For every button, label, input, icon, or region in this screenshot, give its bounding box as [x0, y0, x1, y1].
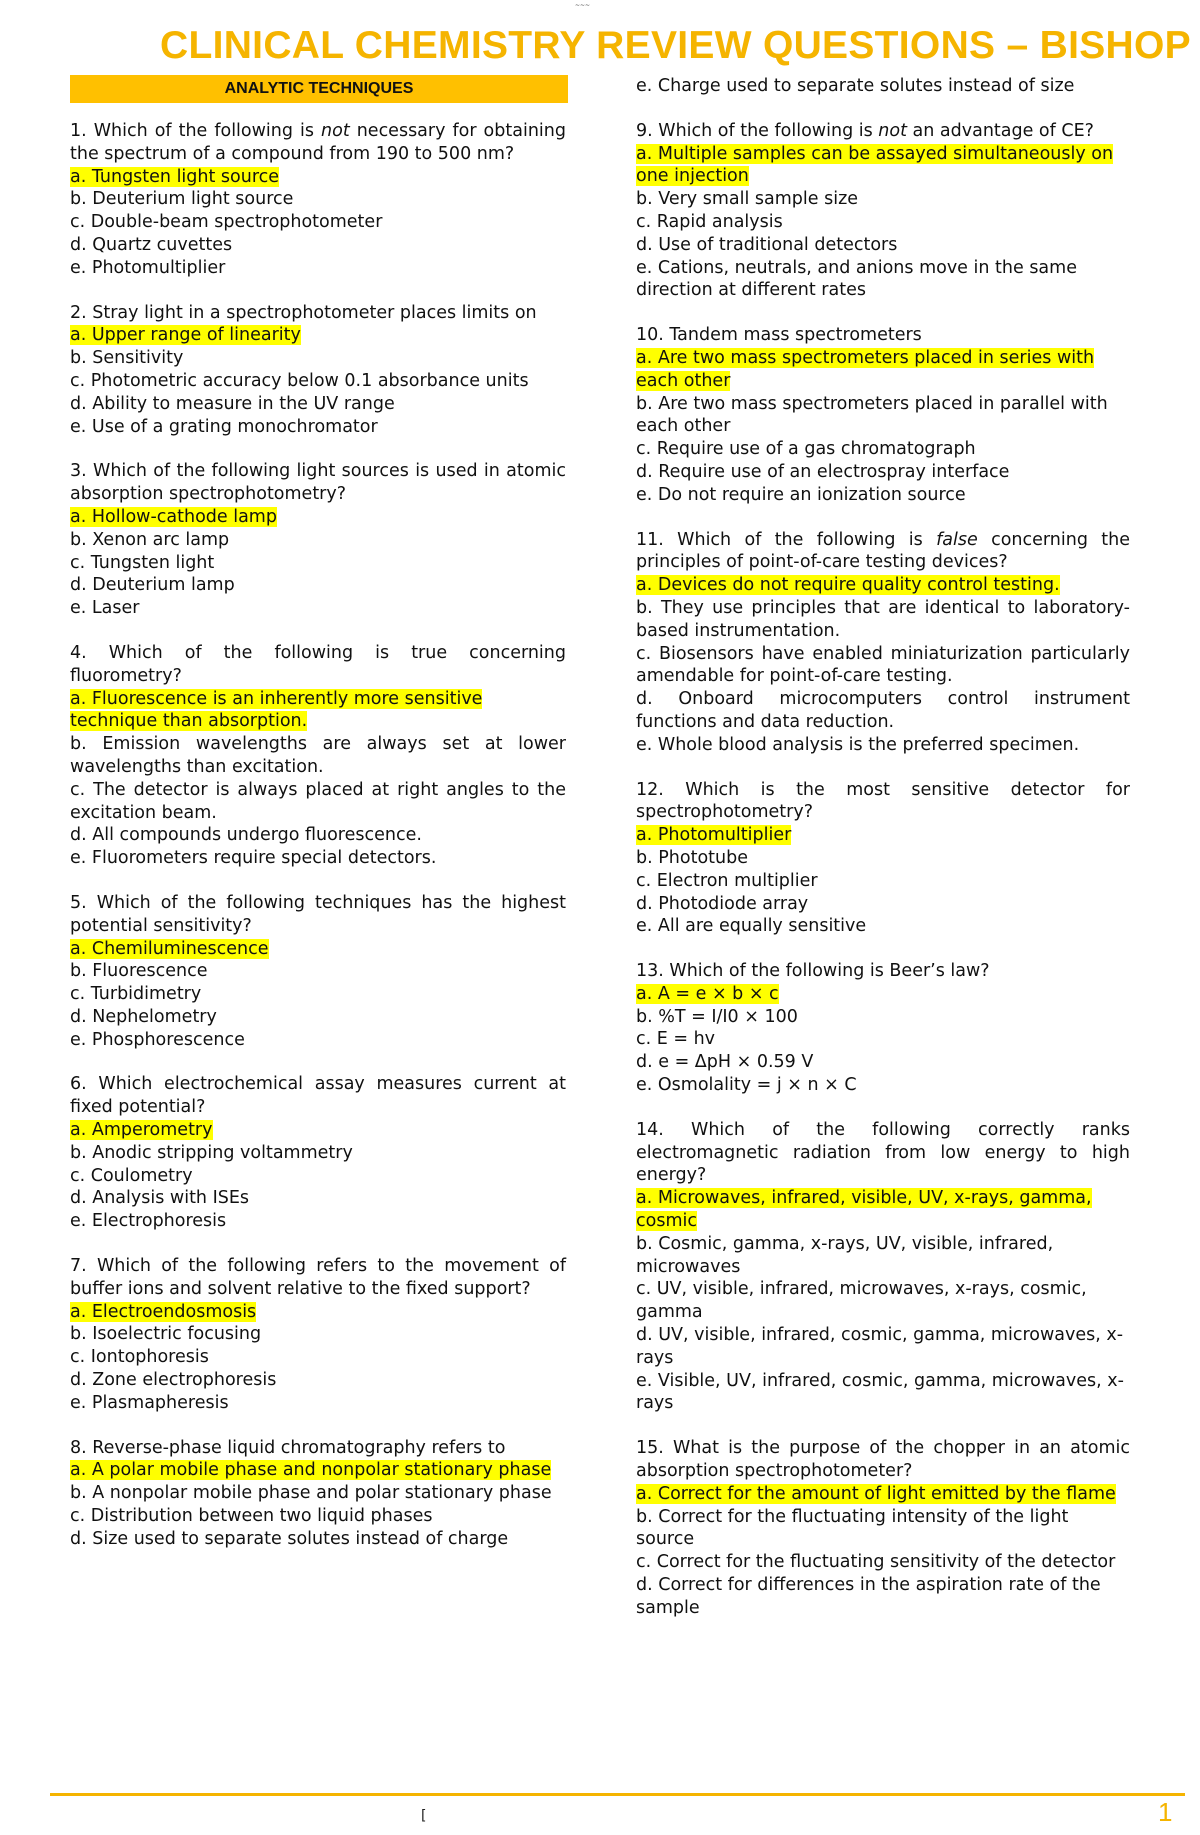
question-5	[70, 892, 566, 1052]
answer-option: e. Visible, UV, infrared, cosmic, gamma, microwaves, x-rays	[636, 1370, 1124, 1414]
answer-option: c. Require use of a gas chromatograph	[636, 439, 976, 460]
question-stem: 13. Which of the following is Beer’s law?	[636, 961, 990, 982]
answer-option: d. All compounds undergo fluorescence.	[70, 825, 422, 846]
question-stem: 1. Which of the following is not necessary for obtaining the spectrum of a compound from 190 to 500 nm?	[70, 121, 566, 164]
answer-option: b. Xenon arc lamp	[70, 529, 230, 550]
question-2	[70, 302, 566, 439]
answer-option: c. The detector is always placed at right angles to the excitation beam.	[70, 779, 566, 823]
answer-option: b. Emission wavelengths are always set at lower wavelengths than excitation.	[70, 734, 566, 777]
question-stem: 3. Which of the following light sources is used in atomic absorption spectrophotometry?	[70, 461, 566, 505]
answer-option: d. Deuterium lamp	[70, 575, 235, 596]
answer-option: c. Biosensors have enabled miniaturization particularly amendable for point-of-care testing.	[636, 643, 1130, 687]
answer-option-correct: a. Multiple samples can be assayed simultaneously on one injection	[636, 143, 1114, 187]
question-10	[636, 324, 1130, 506]
answer-option: e. Osmolality = j × n × C	[636, 1075, 857, 1096]
question-stem: 4. Which of the following is true concerning fluorometry?	[70, 642, 566, 686]
answer-option: b. Deuterium light source	[70, 189, 294, 210]
answer-option: b. Very small sample size	[636, 189, 859, 210]
question-stem: 2. Stray light in a spectrophotometer places limits on	[70, 302, 537, 323]
answer-option: d. Onboard microcomputers control instrument functions and data reduction.	[636, 689, 1130, 732]
answer-option: e. Electrophoresis	[70, 1211, 227, 1232]
page-number: 1	[1158, 1797, 1173, 1827]
question-3	[70, 460, 566, 620]
question-8	[70, 1437, 566, 1551]
answer-option: d. Analysis with ISEs	[70, 1188, 250, 1209]
answer-option: d. Correct for differences in the aspiration rate of the sample	[636, 1575, 1101, 1618]
answer-option-correct: a. Tungsten light source	[70, 166, 280, 187]
answer-option: c. Turbidimetry	[70, 984, 202, 1005]
top-mark: ~~~	[575, 2, 591, 9]
question-1	[70, 120, 566, 280]
answer-option: d. Photodiode array	[636, 893, 809, 914]
answer-option: d. Ability to measure in the UV range	[70, 393, 395, 414]
question-stem: 7. Which of the following refers to the movement of buffer ions and solvent relative to the fixed support?	[70, 1256, 566, 1299]
answer-option: d. Nephelometry	[70, 1006, 217, 1027]
question-stem: 8. Reverse-phase liquid chromatography refers to	[70, 1437, 506, 1458]
right-column	[636, 75, 1130, 1642]
answer-option-correct: a. Photomultiplier	[636, 825, 792, 846]
answer-option: b. Cosmic, gamma, x-rays, UV, visible, infrared, microwaves	[636, 1233, 1054, 1277]
answer-option: d. Quartz cuvettes	[70, 234, 233, 255]
question-stem: 5. Which of the following techniques has the highest potential sensitivity?	[70, 892, 566, 936]
answer-option-correct: a. Electroendosmosis	[70, 1301, 257, 1322]
answer-option: b. Sensitivity	[70, 348, 184, 369]
answer-option-correct: a. Devices do not require quality control testing.	[636, 575, 1060, 596]
answer-option: e. Photomultiplier	[70, 257, 226, 278]
answer-option: b. Correct for the fluctuating intensity of the light source	[636, 1506, 1069, 1550]
question-stem: 9. Which of the following is not an advantage of CE?	[636, 120, 1094, 141]
answer-option: c. E = hv	[636, 1029, 716, 1050]
answer-option: e. Phosphorescence	[70, 1029, 245, 1050]
answer-option: d. Require use of an electrospray interface	[636, 461, 1010, 482]
answer-option: c. Distribution between two liquid phases	[70, 1506, 433, 1527]
question-11	[636, 529, 1130, 757]
question-6	[70, 1073, 566, 1233]
answer-option: d. e = ΔpH × 0.59 V	[636, 1052, 814, 1073]
answer-option-correct: a. A polar mobile phase and nonpolar stationary phase	[70, 1460, 552, 1481]
question-7	[70, 1255, 566, 1415]
answer-option: e. Laser	[70, 598, 140, 619]
question-12	[636, 779, 1130, 939]
answer-option-correct: a. Microwaves, infrared, visible, UV, x-rays, gamma, cosmic	[636, 1188, 1092, 1232]
answer-option: b. Isoelectric focusing	[70, 1324, 262, 1345]
question-stem: 10. Tandem mass spectrometers	[636, 325, 922, 346]
question-stem: 12. Which is the most sensitive detector for spectrophotometry?	[636, 779, 1130, 823]
answer-option: d. Use of traditional detectors	[636, 234, 898, 255]
answer-option: c. Double-beam spectrophotometer	[70, 212, 383, 233]
left-column	[70, 120, 566, 1573]
question-15	[636, 1437, 1130, 1619]
answer-option: b. Anodic stripping voltammetry	[70, 1142, 353, 1163]
answer-option: b. Phototube	[636, 847, 748, 868]
answer-option: c. Tungsten light	[70, 552, 215, 573]
answer-option: c. Iontophoresis	[70, 1347, 209, 1368]
answer-option: b. Fluorescence	[70, 961, 208, 982]
document-title: CLINICAL CHEMISTRY REVIEW QUESTIONS – BISHOP	[160, 24, 1191, 67]
question-13	[636, 960, 1130, 1097]
question-stem: 14. Which of the following correctly ranks electromagnetic radiation from low energy to high energy?	[636, 1119, 1130, 1186]
question-8-continued	[636, 75, 1130, 98]
answer-option-correct: a. Correct for the amount of light emitted by the flame	[636, 1483, 1116, 1504]
answer-option: d. Size used to separate solutes instead of charge	[70, 1528, 509, 1549]
answer-option: e. Do not require an ionization source	[636, 484, 966, 505]
question-stem: 11. Which of the following is false concerning the principles of point-of-care testing devices?	[636, 529, 1130, 573]
answer-option-correct: a. Are two mass spectrometers placed in series with each other	[636, 347, 1095, 391]
answer-option: c. Rapid analysis	[636, 211, 783, 232]
answer-option: c. Electron multiplier	[636, 870, 818, 891]
question-9	[636, 120, 1130, 302]
answer-option-correct: a. Fluorescence is an inherently more sensitive technique than absorption.	[70, 688, 483, 732]
question-4	[70, 642, 566, 870]
answer-option: d. Zone electrophoresis	[70, 1370, 277, 1391]
section-header: ANALYTIC TECHNIQUES	[70, 75, 568, 103]
answer-option: e. Fluorometers require special detectors.	[70, 848, 437, 869]
answer-option: e. Cations, neutrals, and anions move in the same direction at different rates	[636, 257, 1077, 301]
answer-option: c. Correct for the fluctuating sensitivity of the detector	[636, 1552, 1116, 1573]
answer-option-correct: a. Hollow-cathode lamp	[70, 506, 277, 527]
answer-option: c. Coulometry	[70, 1165, 193, 1186]
answer-option: b. Are two mass spectrometers placed in parallel with each other	[636, 393, 1108, 437]
answer-option: e. Use of a grating monochromator	[70, 416, 378, 437]
answer-option: d. UV, visible, infrared, cosmic, gamma, microwaves, x-rays	[636, 1325, 1124, 1368]
answer-option: e. Plasmapheresis	[70, 1392, 229, 1413]
answer-option: c. UV, visible, infrared, microwaves, x-rays, cosmic, gamma	[636, 1279, 1087, 1323]
answer-option-correct: a. Upper range of linearity	[70, 325, 301, 346]
answer-option: e. Whole blood analysis is the preferred specimen.	[636, 734, 1080, 755]
answer-option-correct: a. Amperometry	[70, 1120, 213, 1141]
answer-option: b. A nonpolar mobile phase and polar stationary phase	[70, 1483, 552, 1504]
answer-option: e. Charge used to separate solutes instead of size	[636, 76, 1075, 96]
footer-divider	[50, 1793, 1185, 1796]
answer-option: b. They use principles that are identical to laboratory- based instrumentation.	[636, 597, 1130, 641]
answer-option: b. %T = I/I0 × 100	[636, 1006, 798, 1027]
question-14	[636, 1119, 1130, 1415]
answer-option: c. Photometric accuracy below 0.1 absorbance units	[70, 370, 529, 391]
footer-bracket: [	[421, 1808, 427, 1824]
question-stem: 15. What is the purpose of the chopper in an atomic absorption spectrophotometer?	[636, 1438, 1130, 1482]
answer-option-correct: a. A = e × b × c	[636, 983, 779, 1004]
answer-option: e. All are equally sensitive	[636, 916, 867, 937]
answer-option-correct: a. Chemiluminescence	[70, 938, 269, 959]
question-stem: 6. Which electrochemical assay measures current at fixed potential?	[70, 1074, 566, 1118]
